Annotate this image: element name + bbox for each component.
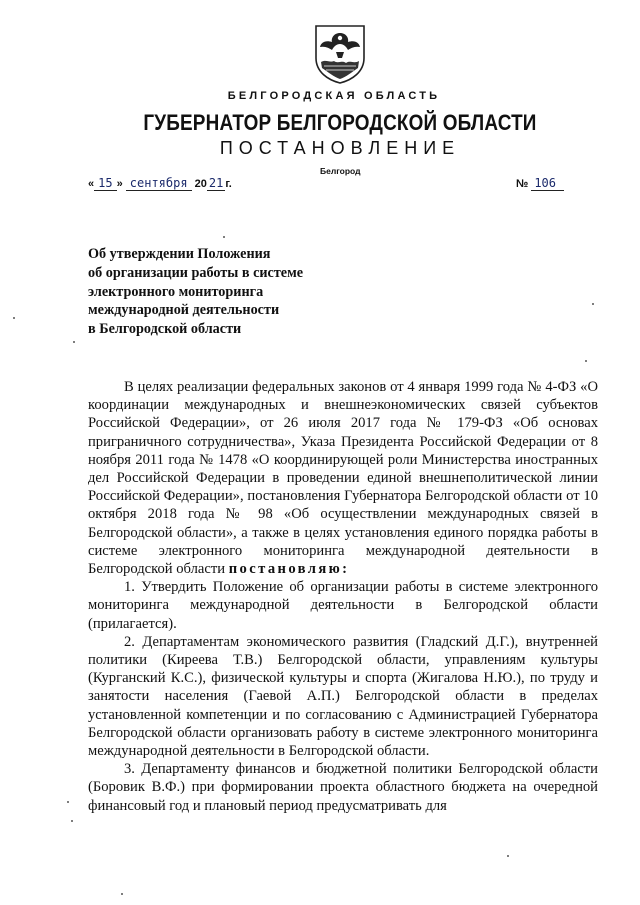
date-month: сентября [126,176,192,191]
scan-speck [507,855,509,857]
scan-speck [223,236,225,238]
date-year-unit: г. [225,178,232,190]
date-close-quote: » [116,178,123,190]
scan-speck [67,801,69,803]
preamble-text: В целях реализации федеральных законов от 4 января 1999 года № 4-ФЗ «О координации международных и внешнеэкономических связей субъектов Российской Федерации», от 26 июля 2017 года № 179-ФЗ «Об основах приграничного сотрудничества», Указа Президента Российской Федерации от 8 ноября 2011 года № 1478 «О координирующей роли Министерства иностранных дел Российской Федерации в проведении единой внешнеполитической линии Российской Федерации», постановления Губернатора Белгородской области от 10 октября 2018 года № 98 «Об осуществлении международных связей в Белгородской области», а также в целях установления единого порядка работы в системе электронного мониторинга международной деятельности в Белгородской области [88,379,598,578]
scan-speck [71,820,73,822]
scan-speck [13,317,15,319]
decree-word: постановляю: [228,561,350,578]
subject-line: об организации работы в системе [88,264,304,281]
region-label: БЕЛГОРОДСКАЯ ОБЛАСТЬ [227,90,441,102]
decree-item-3: 3. Департаменту финансов и бюджетной политики Белгородской области (Боровик В.Ф.) при формировании проекта областного бюджета на очередной финансовый год и плановый период предусматривать для [88,761,598,814]
scan-speck [121,893,123,895]
scan-speck [592,303,594,305]
scan-speck [585,360,587,362]
governor-title: ГУБЕРНАТОР БЕЛГОРОДСКОЙ ОБЛАСТИ [143,110,537,135]
decree-body [88,378,598,815]
date-year-suffix: 21 [208,176,224,190]
document-type: ПОСТАНОВЛЕНИЕ [219,138,461,158]
decree-number [516,176,564,190]
number-label: № [516,178,529,190]
subject-line: в Белгородской области [88,321,242,338]
subject-line: Об утверждении Положения [88,246,271,262]
decree-item-1: 1. Утвердить Положение об организации работы в системе электронного мониторинга международной деятельности в Белгородской области (прилагается). [88,579,598,632]
date-day: 15 [94,176,116,191]
scan-speck [73,341,75,343]
subject-line: электронного мониторинга [88,283,264,300]
date-open-quote: « [88,178,95,190]
subject-line: международной деятельности [88,302,280,319]
coat-of-arms-icon [312,22,368,84]
city-label: Белгород [320,166,361,176]
preamble-paragraph [88,378,598,578]
decree-date [88,176,232,190]
decree-item-2: 2. Департаментам экономического развития (Гладский Д.Г.), внутренней политики (Киреева Т.В.) Белгородской области, управлениям культуры (Курганский К.С.), физической культуры и спорта (Жигалова Н.Ю.), по труду и занятости населения (Гаевой А.П.) Белгородской области в пределах установленной компетенции и по согласованию с Администрацией Губернатора Белгородской области организовать работу в системе электронного мониторинга международной деятельности в Белгородской области. [88,633,598,760]
date-year-prefix: 20 [194,178,207,190]
number-value: 106 [531,176,564,191]
decree-subject [88,245,348,339]
